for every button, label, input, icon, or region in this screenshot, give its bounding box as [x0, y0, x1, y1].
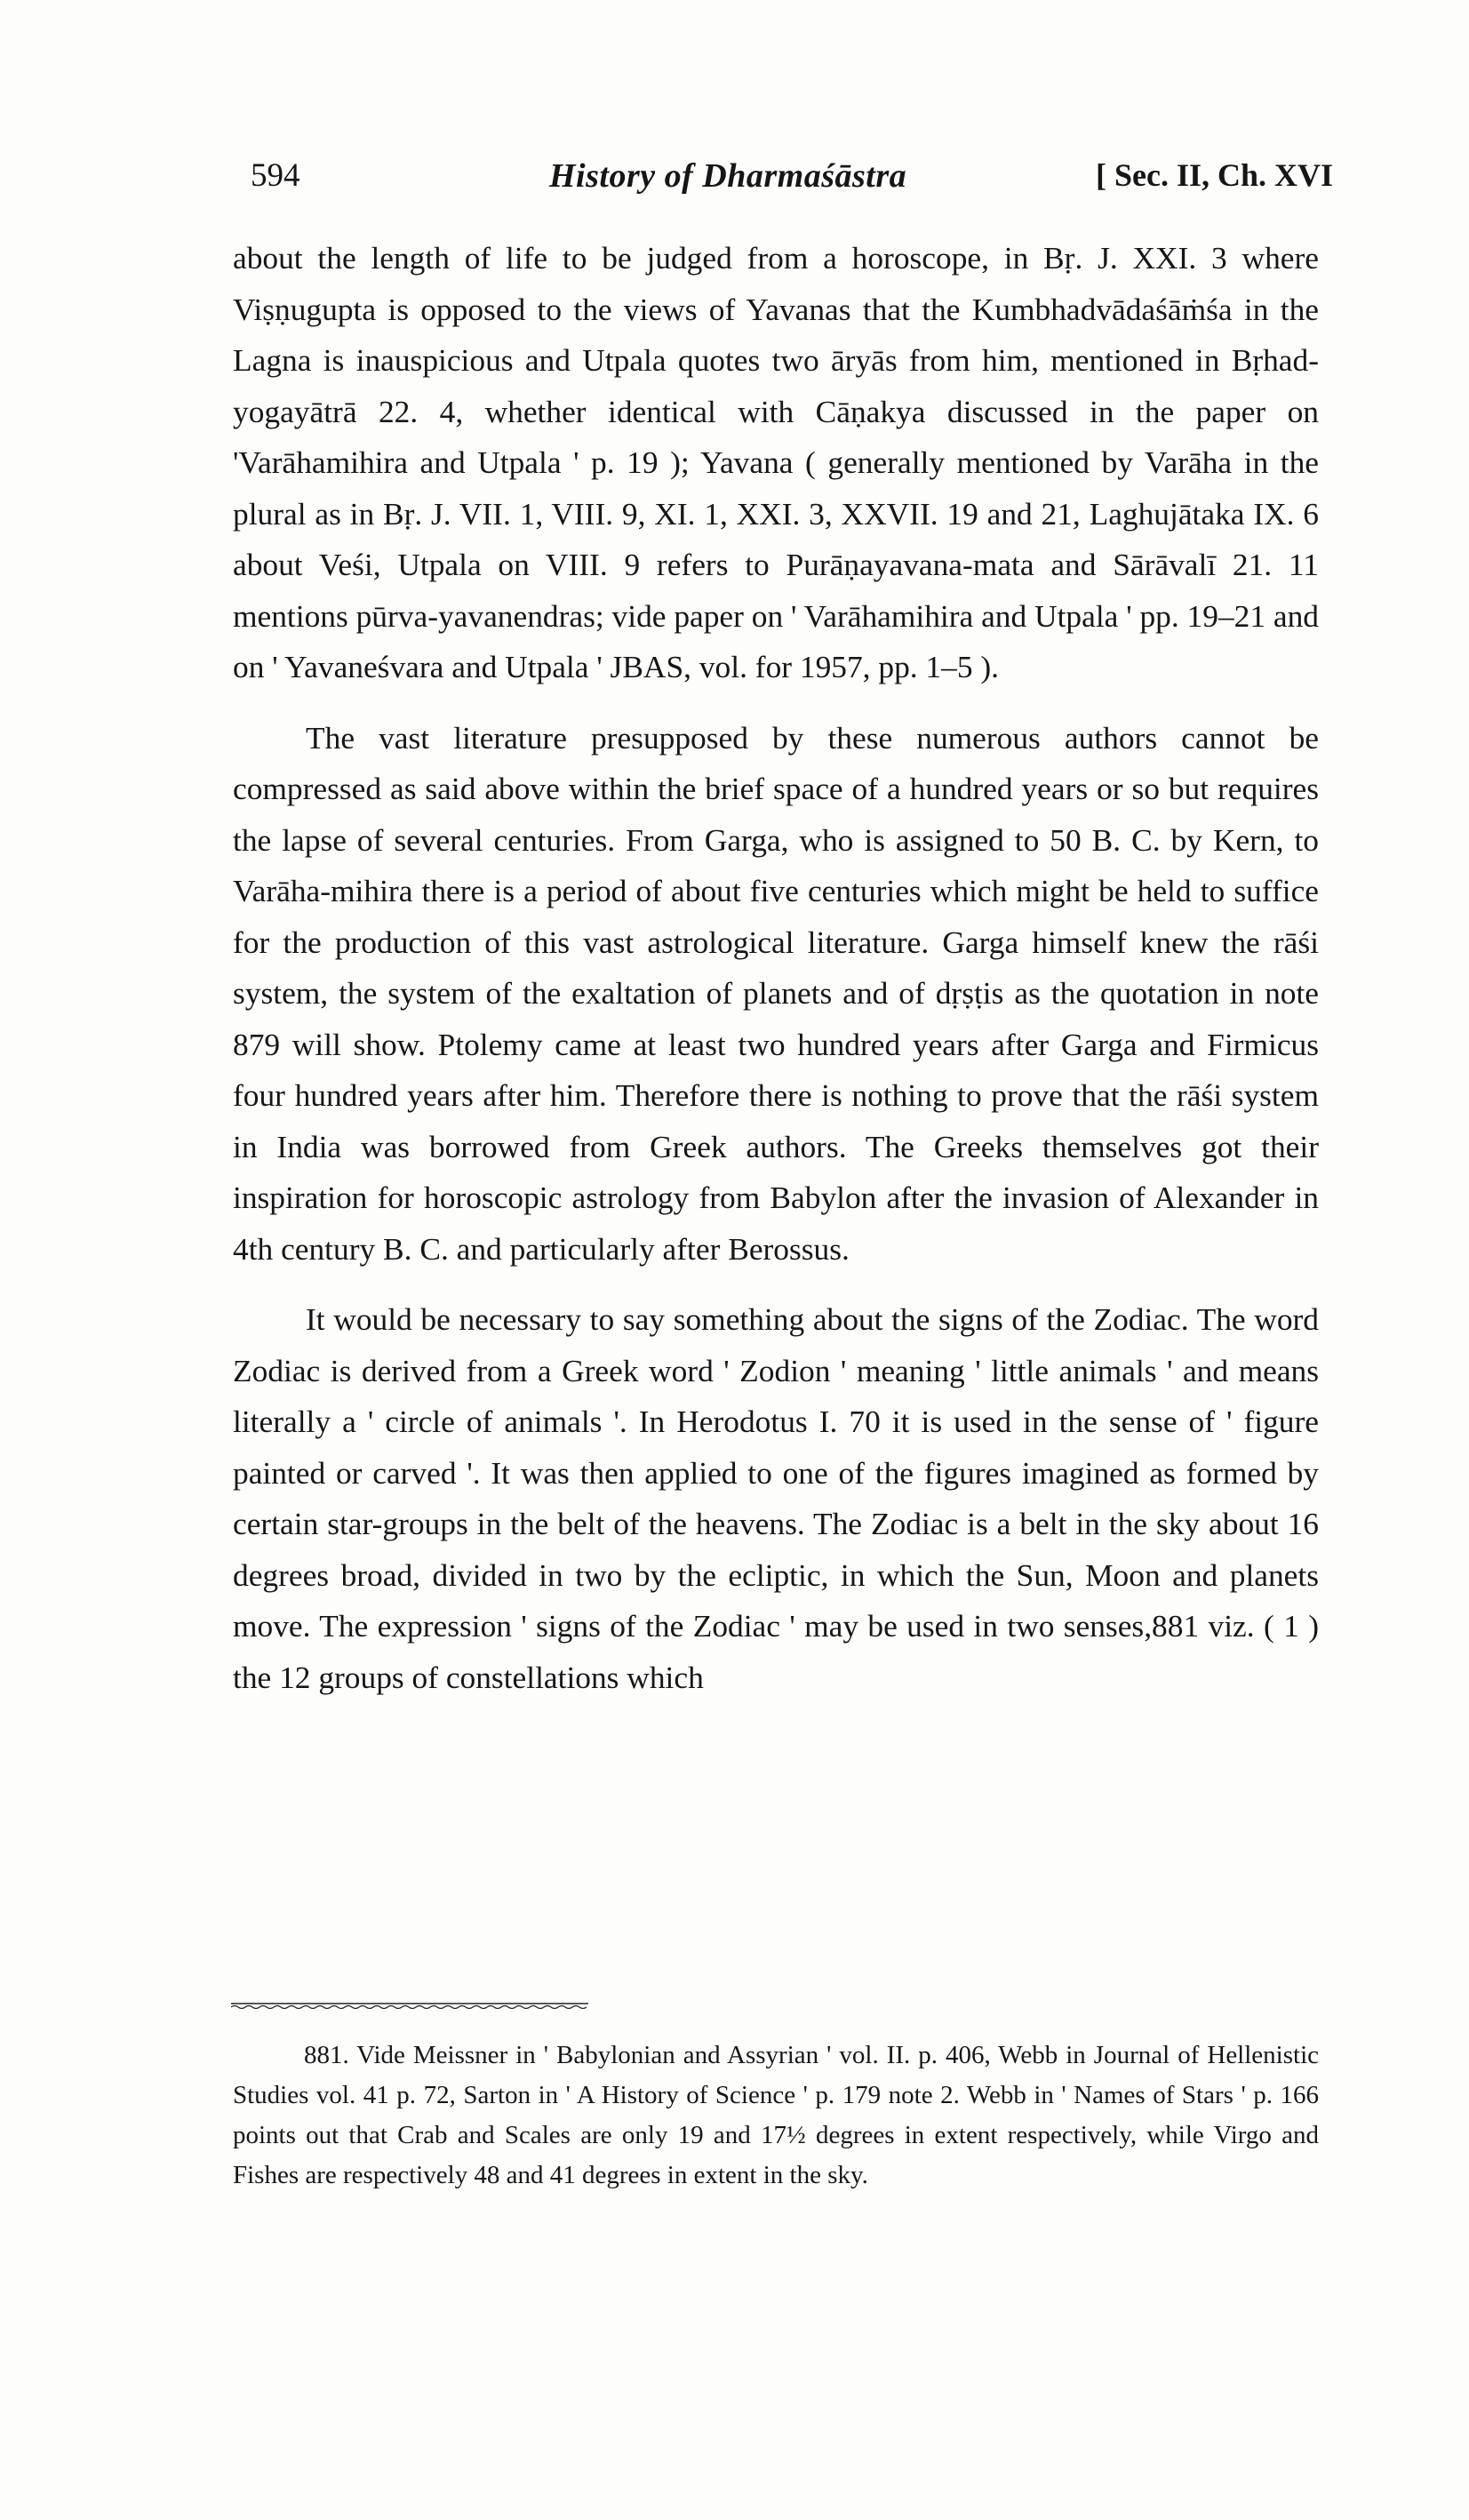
footnote-881: 881. Vide Meissner in ' Babylonian and Assyrian ' vol. II. p. 406, Webb in Journal of Hellenistic Studies vol. 41 p. 72, Sarton in ' A History of Science ' p. 179 note 2. Webb in ' Names of Stars ' p. 166 points out that Crab and Scales are only 19 and 17½ degrees in extent respectively, while Virgo and Fishes are respectively 48 and 41 degrees in extent in the sky.: [233, 2041, 1319, 2189]
page-number: 594: [251, 157, 300, 194]
book-title: History of Dharmaśāstra: [549, 157, 907, 195]
footnote-rule: [231, 2002, 588, 2009]
paragraph-continued: about the length of life to be judged from a horoscope, in Bṛ. J. XXI. 3 where Viṣṇugupta is opposed to the views of Yavanas that the Kumbhadvādaśāṁśa in the Lagna is inauspicious and Utpala quotes two āryās from him, mentioned in Bṛhad-yogayātrā 22. 4, whether identical with Cāṇakya discussed in the paper on 'Varāhamihira and Utpala ' p. 19 ); Yavana ( generally mentioned by Varāha in the plural as in Bṛ. J. VII. 1, VIII. 9, XI. 1, XXI. 3, XXVII. 19 and 21, Laghujātaka IX. 6 about Veśi, Utpala on VIII. 9 refers to Purāṇayavana-mata and Sārāvalī 21. 11 mentions pūrva-yavanendras; vide paper on ' Varāhamihira and Utpala ' pp. 19–21 and on ' Yavaneśvara and Utpala ' JBAS, vol. for 1957, pp. 1–5 ).: [233, 240, 1319, 684]
footnotes: [233, 2036, 1319, 2196]
paragraph-zodiac: It would be necessary to say something about the signs of the Zodiac. The word Zodiac is derived from a Greek word ' Zodion ' meaning ' little animals ' and means literally a ' circle of animals '. In Herodotus I. 70 it is used in the sense of ' figure painted or carved '. It was then applied to one of the figures imagined as formed by certain star-groups in the belt of the heavens. The Zodiac is a belt in the sky about 16 degrees broad, divided in two by the ecliptic, in which the Sun, Moon and planets move. The expression ' signs of the Zodiac ' may be used in two senses,881 viz. ( 1 ) the 12 groups of constellations which: [233, 1301, 1319, 1695]
running-head: [251, 156, 1333, 210]
paragraph-vast-literature: The vast literature presupposed by these numerous authors cannot be compressed as said above within the brief space of a hundred years or so but requires the lapse of several centuries. From Garga, who is assigned to 50 B. C. by Kern, to Varāha-mihira there is a period of about five centuries which might be held to suffice for the production of this vast astrological literature. Garga himself knew the rāśi system, the system of the exaltation of planets and of dṛṣṭis as the quotation in note 879 will show. Ptolemy came at least two hundred years after Garga and Firmicus four hundred years after him. Therefore there is nothing to prove that the rāśi system in India was borrowed from Greek authors. The Greeks themselves got their inspiration for horoscopic astrology from Babylon after the invasion of Alexander in 4th century B. C. and particularly after Berossus.: [233, 719, 1319, 1267]
section-reference: [ Sec. II, Ch. XVI: [1095, 157, 1333, 193]
main-text: [233, 233, 1319, 1703]
